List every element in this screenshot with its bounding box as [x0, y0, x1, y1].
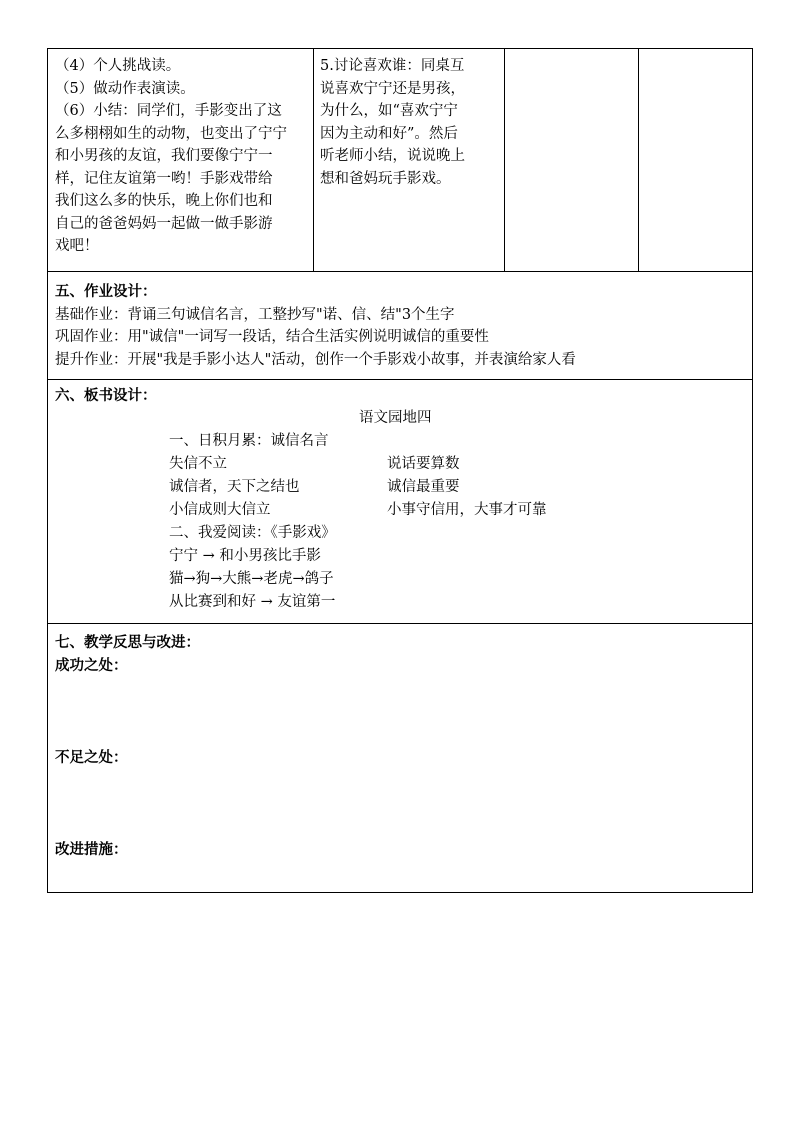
text-line: 听老师小结，说说晚上 — [320, 148, 465, 164]
text-line: 为什么，如“喜欢宁宁 — [320, 103, 458, 119]
homework-consolidate: 巩固作业：用"诚信"一词写一段话，结合生活实例说明诚信的重要性 — [55, 329, 489, 345]
board-left-item: 小信成则大信立 — [169, 502, 271, 518]
board-left-item: 诚信者，天下之结也 — [169, 479, 300, 495]
text-line: 我们这么多的快乐，晚上你们也和 — [55, 193, 273, 209]
board-design-section — [47, 385, 753, 621]
homework-advanced: 提升作业：开展"我是手影小达人"活动，创作一个手影戏小故事，并表演给家人看 — [55, 351, 576, 368]
column-divider — [313, 48, 314, 271]
text-line: 样，记住友谊第一哟！手影戏带给 — [55, 170, 273, 187]
board-section-1: 一、日积月累：诚信名言 — [169, 433, 329, 449]
row-divider — [47, 379, 753, 380]
text-line: 和小男孩的友谊，我们要像宁宁一 — [55, 148, 273, 164]
student-activity-cell — [320, 55, 502, 190]
row-divider — [47, 271, 753, 272]
text-line: 自己的爸爸妈妈一起做一做手影游 — [55, 215, 273, 232]
board-right-item: 诚信最重要 — [387, 479, 460, 495]
board-line: 宁宁 → 和小男孩比手影 — [169, 548, 321, 564]
board-left-item: 失信不立 — [169, 456, 227, 472]
text-line: 戏吧！ — [55, 238, 99, 254]
section-heading: 六、板书设计： — [55, 387, 157, 404]
row-divider — [47, 623, 753, 624]
text-line: 说喜欢宁宁还是男孩， — [320, 80, 465, 97]
text-line: 想和爸妈玩手影戏。 — [320, 170, 451, 187]
column-divider — [504, 48, 505, 271]
reflection-section — [55, 632, 749, 890]
board-line: 从比赛到和好 → 友谊第一 — [169, 594, 336, 610]
reflection-improvement-label: 改进措施： — [55, 841, 128, 858]
homework-section — [55, 281, 749, 371]
text-line: （6）小结：同学们，手影变出了这 — [55, 103, 282, 119]
section-heading: 五、作业设计： — [55, 283, 157, 300]
board-right-item: 说话要算数 — [387, 456, 460, 472]
board-title: 语文园地四 — [359, 410, 432, 426]
text-line: （4）个人挑战读。 — [55, 58, 181, 74]
reflection-success-label: 成功之处： — [55, 657, 128, 674]
section-heading: 七、教学反思与改进： — [55, 634, 200, 651]
text-line: 么多栩栩如生的动物，也变出了宁宁 — [55, 125, 287, 142]
activity-steps-cell — [55, 55, 311, 258]
reflection-shortcoming-label: 不足之处： — [55, 749, 128, 766]
text-line: 因为主动和好”。然后 — [320, 125, 458, 142]
homework-basic: 基础作业：背诵三句诚信名言，工整抄写"诺、信、结"3个生字 — [55, 306, 455, 323]
text-line: （5）做动作表演读。 — [55, 80, 195, 97]
column-divider — [638, 48, 639, 271]
board-line: 猫→狗→大熊→老虎→鸽子 — [169, 571, 334, 587]
text-line: 5.讨论喜欢谁：同桌互 — [320, 58, 465, 74]
board-right-item: 小事守信用，大事才可靠 — [387, 502, 547, 518]
board-section-2: 二、我爱阅读：《手影戏》 — [169, 525, 336, 541]
